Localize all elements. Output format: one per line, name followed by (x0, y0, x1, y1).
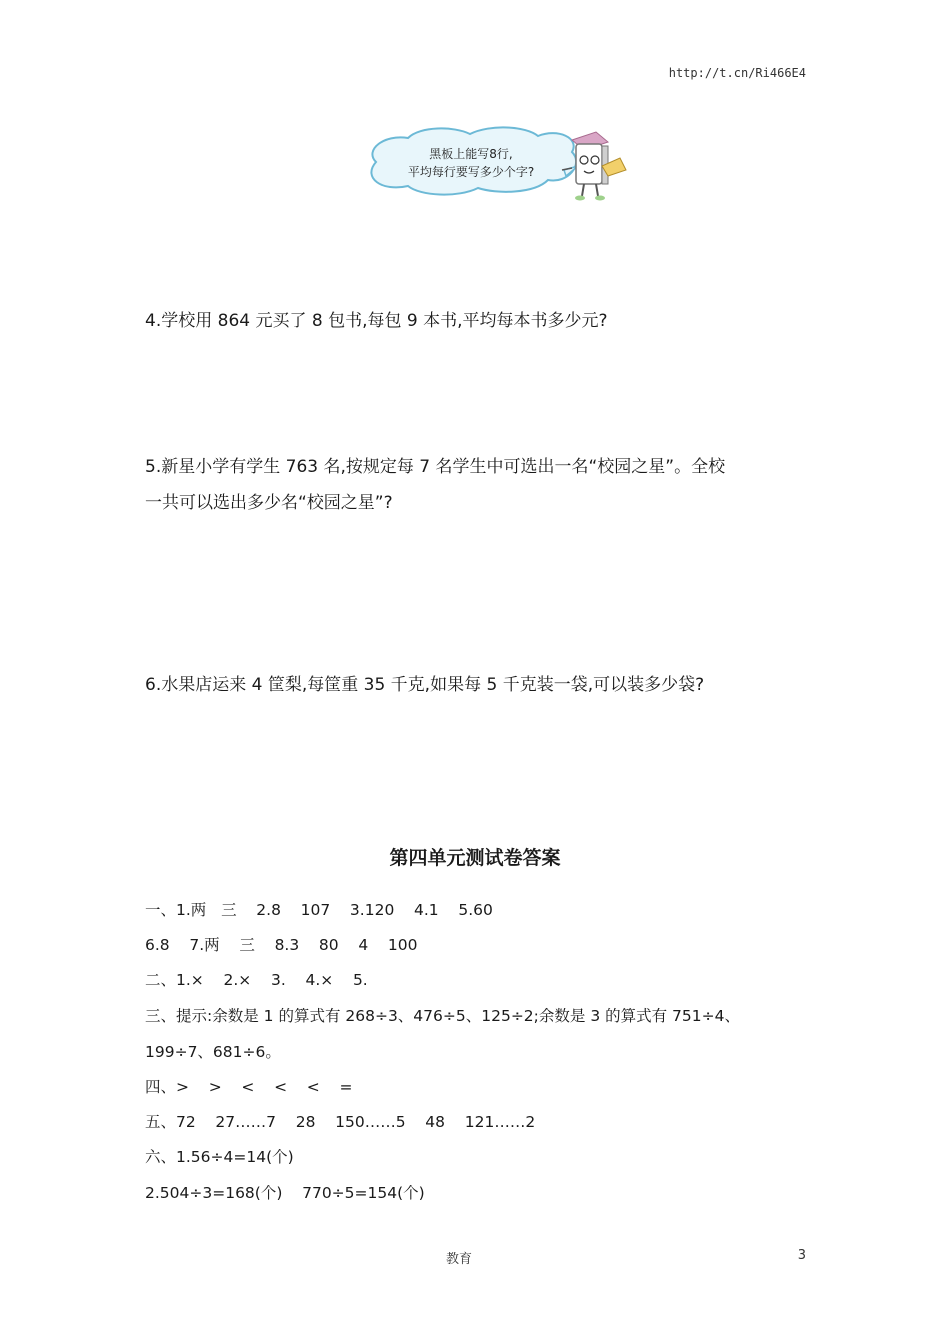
answer-line: 二、1.× 2.× 3. 4.× 5. (145, 971, 368, 989)
speech-bubble-illustration (358, 122, 638, 202)
answer-line: 四、> > < < < = (145, 1078, 353, 1096)
question-4: 4.学校用 864 元买了 8 包书,每包 9 本书,平均每本书多少元? (145, 311, 608, 331)
answer-line: 五、72 27……7 28 150……5 48 121……2 (145, 1113, 536, 1131)
page-number: 3 (797, 1248, 806, 1263)
answer-line: 2.504÷3=168(个) 770÷5=154(个) (145, 1184, 425, 1202)
answer-line: 6.8 7.两 三 8.3 80 4 100 (145, 936, 418, 954)
answer-line: 一、1.两 三 2.8 107 3.120 4.1 5.60 (145, 901, 493, 919)
header-url: http://t.cn/Ri466E4 (668, 66, 806, 80)
footer-label: 教育 (446, 1252, 473, 1267)
answer-line: 三、提示:余数是 1 的算式有 268÷3、476÷5、125÷2;余数是 3 的算式有 751÷4、 (145, 1007, 740, 1025)
question-5-line-1: 5.新星小学有学生 763 名,按规定每 7 名学生中可选出一名“校园之星”。全校 (145, 457, 726, 477)
bubble-line-1: 黑板上能写8行, (429, 147, 513, 161)
question-5-line-2: 一共可以选出多少名“校园之星”? (145, 493, 393, 513)
answer-key-title: 第四单元测试卷答案 (389, 847, 561, 869)
question-6: 6.水果店运来 4 筐梨,每筐重 35 千克,如果每 5 千克装一袋,可以装多少袋? (145, 675, 705, 695)
answer-line: 六、1.56÷4=14(个) (145, 1148, 294, 1166)
answer-line: 199÷7、681÷6。 (145, 1043, 281, 1061)
bubble-line-2: 平均每行要写多少个字? (407, 165, 535, 179)
